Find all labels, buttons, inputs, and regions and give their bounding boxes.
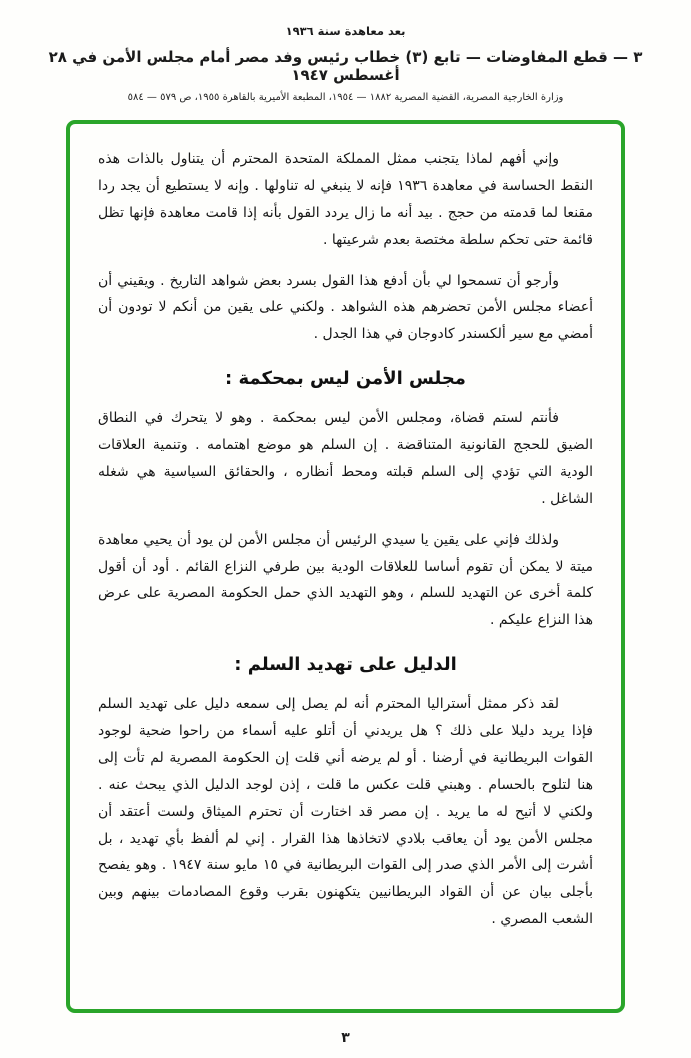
- header-source-citation: وزارة الخارجية المصرية، القضية المصرية ١٨٨٢ — ١٩٥٤، المطبعة الأميرية بالقاهرة ١٩٥٥، ص ٥٧٩ — ٥٨٤: [127, 92, 564, 103]
- paragraph-history-witnesses: وأرجو أن تسمحوا لي بأن أدفع هذا القول بسرد بعض شواهد التاريخ . ويقيني أن أعضاء مجلس الأمن تحضرهم هذه الشواهد . ولكني على يقين من أنكم لا تودون أن أمضي مع سير ألكسندر كادوجان في هذا الجدل .: [98, 272, 593, 343]
- paragraph-dead-treaty: ولذلك فإني على يقين يا سيدي الرئيس أن مجلس الأمن لن يود أن يحيي معاهدة ميتة لا يمكن أن تقوم أساسا للعلاقات الودية بين طرفي النزاع القائم . أود أن أقول كلمة أخرى عن التهديد للسلم ، وهو التهديد الذي حمل الحكومة المصرية على عرض هذا النزاع عليكم .: [98, 531, 593, 629]
- page-number: ٣: [341, 1030, 350, 1046]
- section-heading-evidence-of-threat: الدليل على تهديد السلم :: [234, 654, 457, 676]
- header-title: ٣ — قطع المفاوضات — تابع (٣) خطاب رئيس وفد مصر أمام مجلس الأمن في ٢٨ أغسطس ١٩٤٧: [48, 48, 643, 84]
- paragraph-council-not-court: فأنتم لستم قضاة، ومجلس الأمن ليس بمحكمة . وهو لا يتحرك في النطاق الضيق للحجج القانونية المتناقضة . إن السلم هو موضع اهتمامه . وتنمية العلاقات الودية التي تؤدي إلى السلم قبلته ومحط أنظاره ، والحقائق السياسية هي شغله الشاغل .: [98, 410, 593, 507]
- page-footer: [0, 1027, 691, 1046]
- header-series-note: بعد معاهدة سنة ١٩٣٦: [285, 24, 406, 38]
- section-heading-not-a-court: مجلس الأمن ليس بمحكمة :: [225, 368, 466, 390]
- paragraph-evidence-threat-peace: لقد ذكر ممثل أستراليا المحترم أنه لم يصل إلى سمعه دليل على تهديد السلم فإذا يريد دليلا على ذلك ؟ هل يريدني أن أتلو عليه أسماء من راحوا ضحية لوجود القوات البريطانية في أرضنا . أو لم يرضه أني قلت إن الحكومة المصرية لم تأت إلى هنا لتلوح بالحسام . وهبني قلت عكس ما قلت ، إذن لوجد الدليل الذي يبحث عنه . ولكني لا أتيح له ما يريد . إن مصر قد اختارت أن تحترم الميثاق ولست أعتقد أن مجلس الأمن يود أن يعاقب بلادي لاتخاذها هذا القرار . إني لم ألفظ بأي تهديد ، بل أشرت إلى الأمر الذي صدر إلى القوات البريطانية في ١٥ مايو سنة ١٩٤٧ . وهو يفصح بأجلى بيان عن أن القواد البريطانيين يتكهنون بقرب وقوع المصادمات بينهم وبين الشعب المصري .: [98, 696, 593, 928]
- green-bordered-text-box: [66, 120, 625, 1013]
- paragraph-intro-treaty: وإني أفهم لماذا يتجنب ممثل المملكة المتحدة المحترم أن يتناول بالذات هذه النقط الحساسة في معاهدة ١٩٣٦ فإنه لا ينبغي له تناولها . وإنه لا يستطيع أن يجد ردا مقنعا لما قدمته من حجج . بيد أنه ما زال يردد القول بأنه إذا قامت معاهدة فإنها تظل قائمة حتى تحكم سلطة مختصة بعدم شرعيتها .: [98, 151, 594, 248]
- document-header: [0, 0, 691, 103]
